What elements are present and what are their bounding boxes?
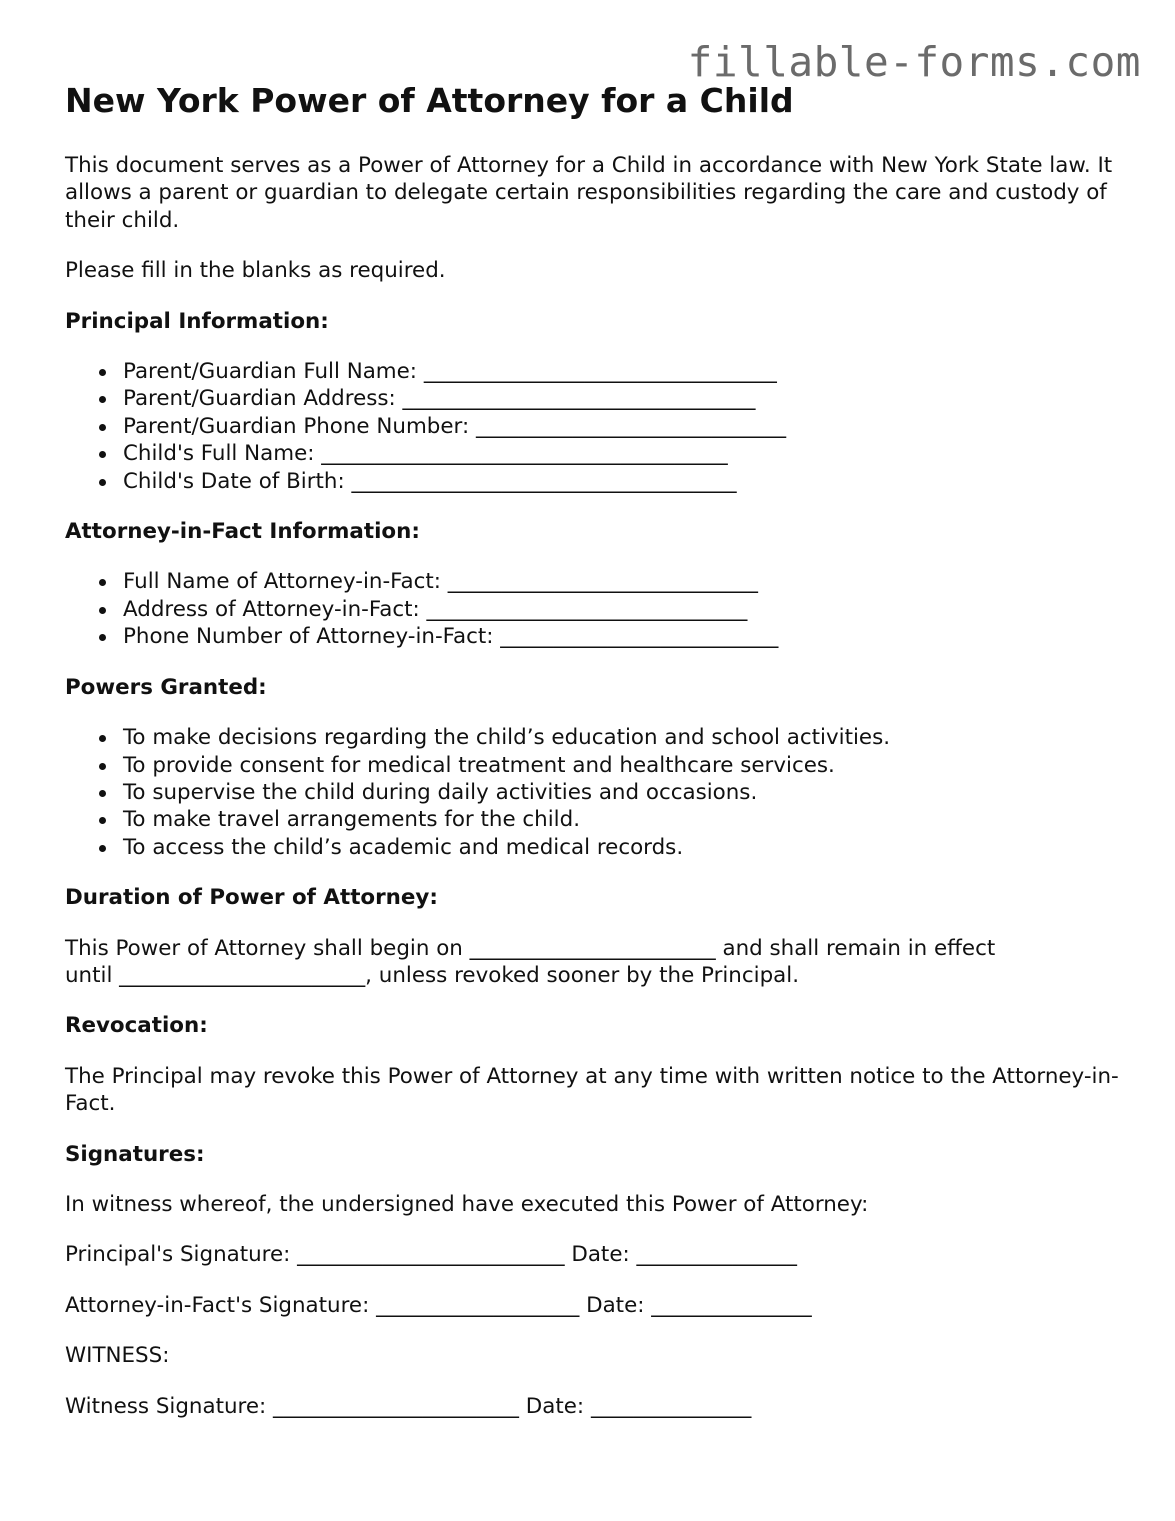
- power-item: To provide consent for medical treatment and healthcare services.: [123, 752, 1125, 779]
- principal-child-name-field[interactable]: Child's Full Name: ______________________________________: [123, 440, 1125, 467]
- revocation-heading: Revocation:: [65, 1013, 208, 1039]
- attorney-list: [65, 568, 1125, 650]
- attorney-address-field[interactable]: Address of Attorney-in-Fact: ______________________________: [123, 596, 1125, 623]
- powers-list: [65, 724, 1125, 861]
- principal-parent-phone-field[interactable]: Parent/Guardian Phone Number: _____________________________: [123, 413, 1125, 440]
- principal-heading: Principal Information:: [65, 308, 329, 334]
- attorney-phone-field[interactable]: Phone Number of Attorney-in-Fact: __________________________: [123, 623, 1125, 650]
- principal-parent-address-field[interactable]: Parent/Guardian Address: _________________________________: [123, 385, 1125, 412]
- attorney-name-field[interactable]: Full Name of Attorney-in-Fact: _____________________________: [123, 568, 1125, 595]
- principal-parent-name-field[interactable]: Parent/Guardian Full Name: _________________________________: [123, 358, 1125, 385]
- revocation-text: The Principal may revoke this Power of Attorney at any time with written notice to the Attorney-in-Fact.: [65, 1063, 1119, 1117]
- watermark: fillable-forms.com: [687, 38, 1141, 86]
- signatures-heading: Signatures:: [65, 1141, 205, 1167]
- duration-heading: Duration of Power of Attorney:: [65, 885, 438, 911]
- document-body: [65, 80, 1125, 1420]
- witness-whereof-text: In witness whereof, the undersigned have executed this Power of Attorney:: [65, 1191, 869, 1217]
- power-item: To access the child’s academic and medical records.: [123, 834, 1125, 861]
- powers-heading: Powers Granted:: [65, 674, 267, 700]
- power-item: To make decisions regarding the child’s education and school activities.: [123, 724, 1125, 751]
- witness-signature-line[interactable]: Witness Signature: _______________________ Date: _______________: [65, 1393, 752, 1419]
- witness-label: WITNESS:: [65, 1343, 170, 1369]
- principal-list: [65, 358, 1125, 495]
- duration-start-line[interactable]: This Power of Attorney shall begin on _______________________ and shall remain in effect: [65, 935, 996, 961]
- intro-paragraph: This document serves as a Power of Attorney for a Child in accordance with New York State law. It allows a parent or guardian to delegate certain responsibilities regarding the care and custody of their child.: [65, 153, 1113, 233]
- fill-note: Please fill in the blanks as required.: [65, 258, 446, 284]
- attorney-heading: Attorney-in-Fact Information:: [65, 519, 420, 545]
- page-title: New York Power of Attorney for a Child: [65, 81, 794, 120]
- power-item: To supervise the child during daily activities and occasions.: [123, 779, 1125, 806]
- principal-child-dob-field[interactable]: Child's Date of Birth: ____________________________________: [123, 468, 1125, 495]
- power-item: To make travel arrangements for the child.: [123, 806, 1125, 833]
- attorney-signature-line[interactable]: Attorney-in-Fact's Signature: ___________________ Date: _______________: [65, 1292, 812, 1318]
- duration-end-line[interactable]: until _______________________, unless revoked sooner by the Principal.: [65, 962, 799, 988]
- principal-signature-line[interactable]: Principal's Signature: _________________________ Date: _______________: [65, 1242, 797, 1268]
